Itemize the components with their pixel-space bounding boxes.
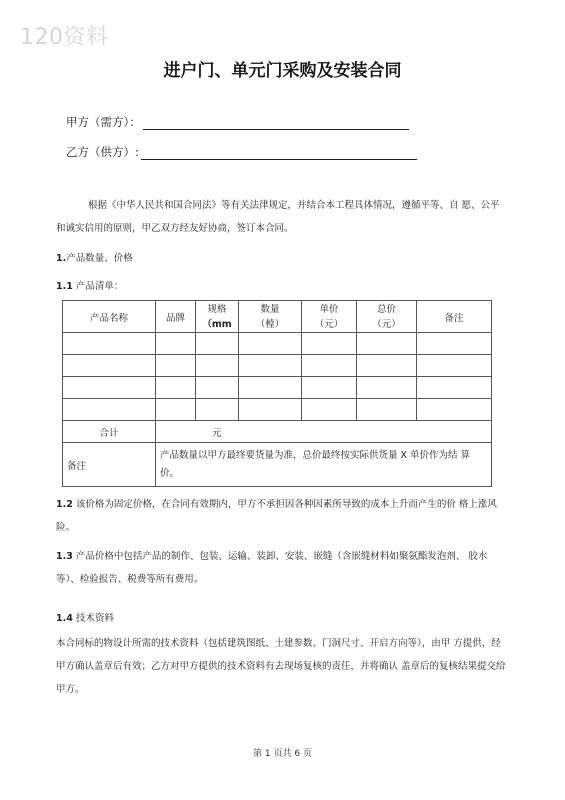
header-spec — [196, 301, 239, 333]
header-total-price-line1: 总价 — [376, 303, 396, 315]
table-cell[interactable] — [63, 355, 156, 377]
header-spec-line1: 规格 — [207, 303, 227, 315]
table-cell[interactable] — [239, 355, 302, 377]
total-label: 合计 — [63, 421, 156, 443]
header-remark: 备注 — [417, 301, 492, 333]
party-a-row — [66, 114, 409, 130]
table-cell[interactable] — [239, 333, 302, 355]
table-cell[interactable] — [63, 399, 156, 421]
table-cell[interactable] — [302, 355, 357, 377]
party-a-input-line[interactable] — [143, 117, 409, 130]
section-1-number: 1. — [56, 253, 67, 264]
product-table — [62, 300, 492, 487]
total-value-cell[interactable] — [156, 421, 492, 443]
table-cell[interactable] — [196, 377, 239, 399]
table-cell[interactable] — [302, 333, 357, 355]
table-total-row — [63, 421, 492, 443]
page-footer: 第 1 页共 6 页 — [253, 749, 312, 759]
table-cell[interactable] — [417, 399, 492, 421]
tech-paragraph: 本合同标的物设计所需的技术资料（包括建筑图纸、土建参数、门洞尺寸、开启方向等），由甲 方提供，经甲方确认盖章后有效；乙方对甲方提供的技术资料有去现场复核的责任，并将确认 盖章后的复核结果提交给甲方。 — [56, 638, 506, 695]
party-b-input-line[interactable] — [141, 147, 417, 160]
header-quantity — [239, 301, 302, 333]
table-cell[interactable] — [156, 399, 196, 421]
section-1-4-title: 技术资料 — [72, 613, 114, 624]
note-text: 产品数量以甲方最终要货量为准，总价最终按实际供货量 X 单价作为结 算价。 — [156, 443, 492, 487]
party-a-label: 甲方（需方）： — [66, 115, 141, 129]
table-cell[interactable] — [357, 355, 417, 377]
header-product-name: 产品名称 — [63, 301, 156, 333]
party-b-row — [66, 144, 417, 160]
header-unit-price-line1: 单价 — [319, 303, 339, 315]
section-1-4-number: 1.4 — [56, 613, 73, 624]
intro-paragraph: 根据《中华人民共和国合同法》等有关法律规定，并结合本工程具体情况，遵循平等、自 愿、公平和诚实信用的原则，甲乙双方经友好协商，签订本合同。 — [56, 200, 500, 234]
section-1-title: 产品数量、价格 — [66, 253, 133, 264]
section-1-heading — [56, 250, 133, 264]
table-cell[interactable] — [357, 399, 417, 421]
section-1-3-number: 1.3 — [56, 551, 73, 562]
table-cell[interactable] — [63, 333, 156, 355]
note-label: 备注 — [63, 443, 156, 487]
table-cell[interactable] — [239, 377, 302, 399]
section-1-1-title: 产品清单： — [72, 281, 124, 292]
table-cell[interactable] — [156, 355, 196, 377]
table-row — [63, 399, 492, 421]
header-spec-line2: （mm — [202, 318, 232, 330]
table-row — [63, 333, 492, 355]
section-1-1-heading — [56, 278, 123, 292]
table-row — [63, 355, 492, 377]
table-cell[interactable] — [156, 333, 196, 355]
table-cell[interactable] — [196, 355, 239, 377]
header-quantity-line1: 数量 — [260, 303, 280, 315]
table-cell[interactable] — [196, 399, 239, 421]
table-row — [63, 377, 492, 399]
table-cell[interactable] — [156, 377, 196, 399]
header-total-price-line2: （元） — [372, 318, 401, 330]
table-note-row — [63, 443, 492, 487]
header-quantity-line2: （樘） — [255, 318, 285, 330]
section-1-2-text: 该价格为固定价格，在合同有效期内，甲方不承担因各种因素所导致的成本上升而产生的价 格上涨风险。 — [56, 499, 497, 533]
table-cell[interactable] — [196, 333, 239, 355]
header-unit-price — [302, 301, 357, 333]
table-cell[interactable] — [417, 355, 492, 377]
table-cell[interactable] — [302, 377, 357, 399]
table-cell[interactable] — [417, 333, 492, 355]
watermark: 120资料 — [20, 25, 109, 50]
table-cell[interactable] — [302, 399, 357, 421]
section-1-2-paragraph — [56, 493, 506, 539]
table-cell[interactable] — [63, 377, 156, 399]
table-cell[interactable] — [357, 333, 417, 355]
party-b-label: 乙方（供方）: — [66, 145, 139, 159]
table-header-row — [63, 301, 492, 333]
section-1-3-paragraph — [56, 545, 506, 591]
header-total-price — [357, 301, 417, 333]
document-title: 进户门、单元门采购及安装合同 — [163, 61, 402, 81]
total-unit: 元 — [212, 427, 222, 439]
section-1-4-heading — [56, 610, 114, 624]
section-1-2-number: 1.2 — [56, 499, 73, 510]
table-cell[interactable] — [417, 377, 492, 399]
section-1-3-text: 产品价格中包括产品的制作、包装、运输、装卸、安装、嵌缝（含嵌缝材料如聚氨酯发泡剂、 胶水等）、检验报告、税费等所有费用。 — [56, 551, 488, 585]
header-brand: 品牌 — [156, 301, 196, 333]
table-cell[interactable] — [239, 399, 302, 421]
header-unit-price-line2: （元） — [314, 318, 344, 330]
section-1-1-number: 1.1 — [56, 281, 73, 292]
table-cell[interactable] — [357, 377, 417, 399]
